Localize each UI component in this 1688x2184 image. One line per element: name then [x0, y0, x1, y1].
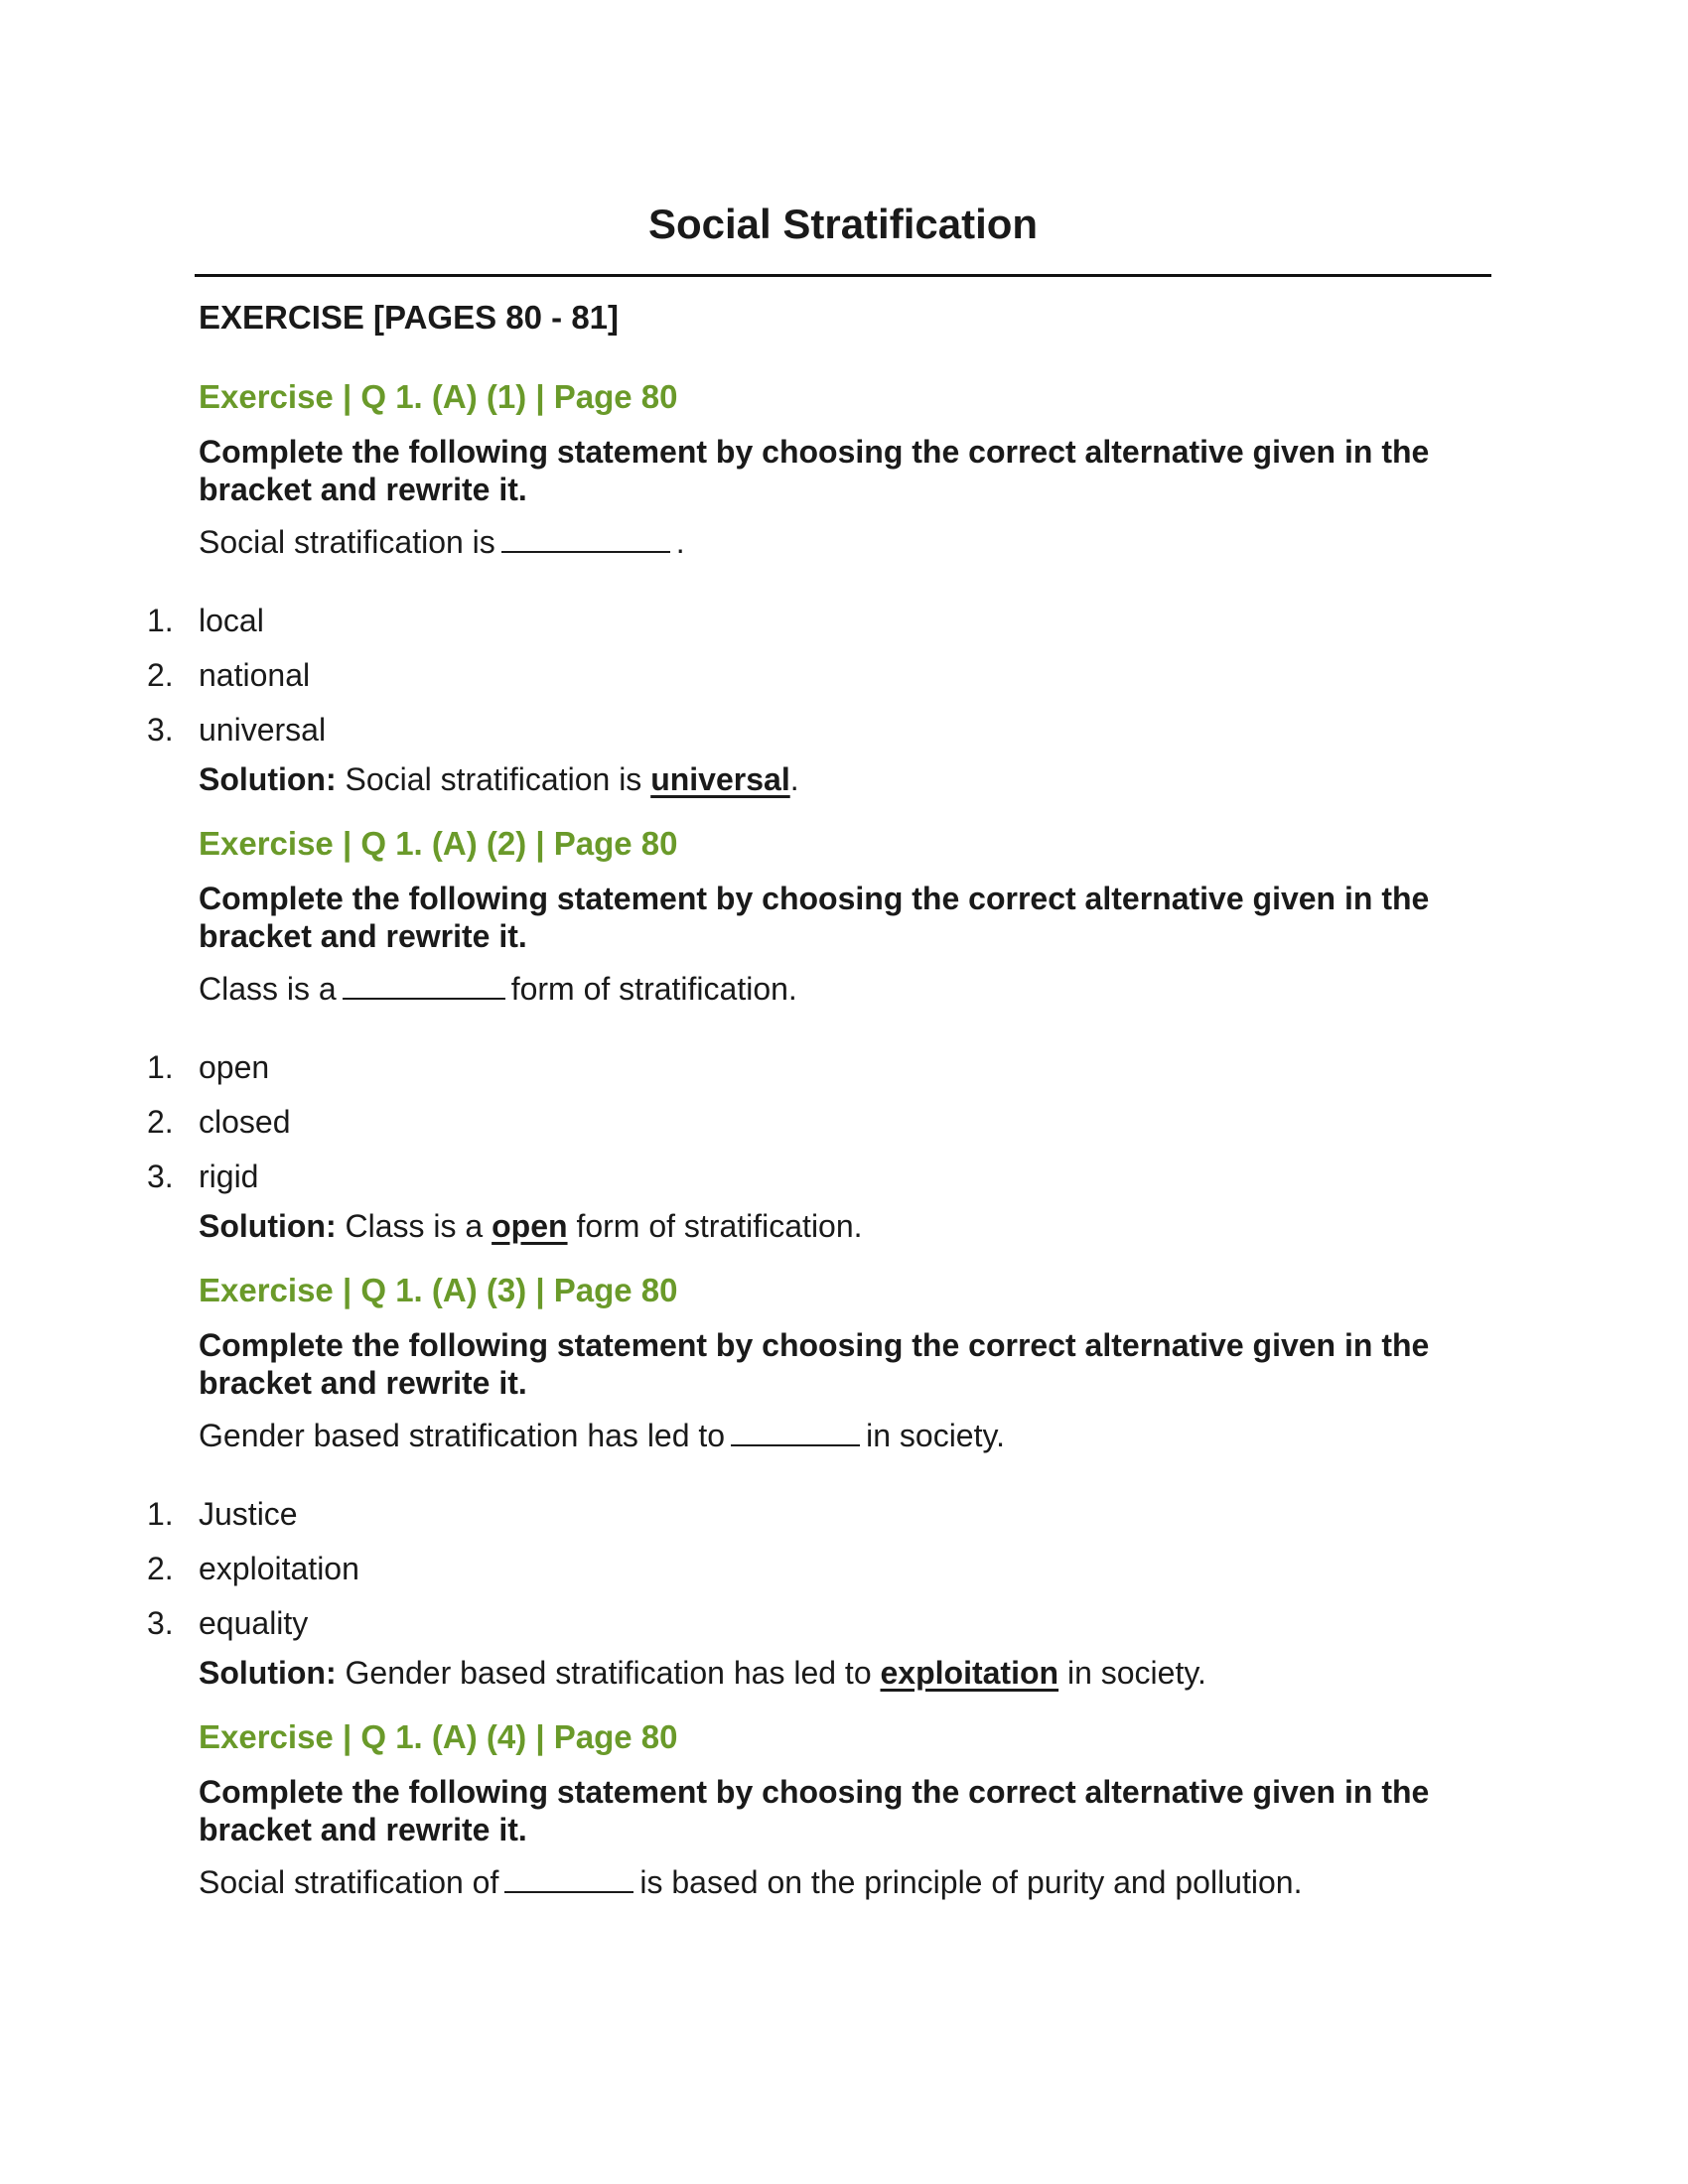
- fill-blank: [501, 521, 670, 553]
- question-block: [147, 1269, 1489, 1695]
- option-number: 1.: [147, 1496, 174, 1532]
- option-number: 3.: [147, 1605, 174, 1641]
- statement-text: Class is a: [199, 971, 337, 1007]
- solution-label: Solution:: [199, 1655, 337, 1691]
- statement-text: Social stratification of: [199, 1864, 499, 1900]
- title-divider: [195, 274, 1491, 277]
- option-item: [147, 594, 1489, 648]
- option-item: [147, 648, 1489, 703]
- option-text: rigid: [199, 1159, 259, 1194]
- solution-text: Class is a: [345, 1208, 484, 1244]
- option-text: exploitation: [199, 1551, 359, 1586]
- page-title: Social Stratification: [647, 201, 1039, 247]
- statement-text: Social stratification is: [199, 524, 495, 560]
- solution: [199, 1651, 1489, 1695]
- question-block: [199, 1715, 1489, 1904]
- option-number: 2.: [147, 657, 174, 693]
- statement-text: is based on the principle of purity and pollution.: [639, 1864, 1303, 1900]
- solution-answer: universal: [650, 761, 790, 797]
- solution-text: form of stratification.: [576, 1208, 863, 1244]
- solution-label: Solution:: [199, 1208, 337, 1244]
- solution-answer: exploitation: [880, 1655, 1059, 1691]
- option-item: [147, 1596, 1489, 1651]
- option-text: national: [199, 657, 311, 693]
- option-item: [147, 1487, 1489, 1542]
- question-instruction: Complete the following statement by choosing the correct alternative given in the bracket and rewrite it.: [199, 881, 1430, 954]
- question-statement: [199, 1860, 1489, 1904]
- question-block: [147, 822, 1489, 1248]
- option-number: 2.: [147, 1104, 174, 1140]
- option-number: 2.: [147, 1551, 174, 1586]
- solution-text: in society.: [1066, 1655, 1206, 1691]
- options-list: [147, 1487, 1489, 1651]
- solution-label: Solution:: [199, 761, 337, 797]
- question-instruction: Complete the following statement by choosing the correct alternative given in the bracket and rewrite it.: [199, 1774, 1430, 1847]
- exercise-heading: EXERCISE [PAGES 80 - 81]: [199, 299, 620, 336]
- options-list: [147, 594, 1489, 757]
- option-number: 3.: [147, 1159, 174, 1194]
- option-number: 1.: [147, 603, 174, 638]
- option-number: 1.: [147, 1049, 174, 1085]
- question-reference: Exercise | Q 1. (A) (1) | Page 80: [199, 378, 678, 415]
- fill-blank: [343, 968, 505, 1000]
- solution-text: .: [789, 761, 799, 797]
- option-text: open: [199, 1049, 270, 1085]
- option-item: [147, 1095, 1489, 1150]
- statement-text: .: [675, 524, 685, 560]
- option-text: Justice: [199, 1496, 298, 1532]
- question-instruction: Complete the following statement by choosing the correct alternative given in the bracket and rewrite it.: [199, 1327, 1430, 1401]
- question-reference: Exercise | Q 1. (A) (4) | Page 80: [199, 1718, 678, 1755]
- fill-blank: [731, 1415, 860, 1446]
- option-text: closed: [199, 1104, 291, 1140]
- option-text: local: [199, 603, 264, 638]
- option-item: [147, 1542, 1489, 1596]
- question-reference: Exercise | Q 1. (A) (3) | Page 80: [199, 1272, 678, 1308]
- options-list: [147, 1040, 1489, 1204]
- solution-text: Gender based stratification has led to: [345, 1655, 872, 1691]
- question-reference: Exercise | Q 1. (A) (2) | Page 80: [199, 825, 678, 862]
- option-item: [147, 1150, 1489, 1204]
- option-text: equality: [199, 1605, 309, 1641]
- option-text: universal: [199, 712, 327, 748]
- question-block: [147, 375, 1489, 801]
- question-statement: [199, 520, 1489, 564]
- statement-text: form of stratification.: [510, 971, 797, 1007]
- option-item: [147, 1040, 1489, 1095]
- question-statement: [199, 1414, 1489, 1457]
- statement-text: in society.: [866, 1418, 1005, 1453]
- solution-text: Social stratification is: [345, 761, 642, 797]
- option-number: 3.: [147, 712, 174, 748]
- option-item: [147, 703, 1489, 757]
- solution-answer: open: [492, 1208, 568, 1244]
- question-instruction: Complete the following statement by choosing the correct alternative given in the bracket and rewrite it.: [199, 434, 1430, 507]
- solution: [199, 757, 1489, 801]
- solution: [199, 1204, 1489, 1248]
- fill-blank: [504, 1861, 633, 1893]
- question-statement: [199, 967, 1489, 1011]
- statement-text: Gender based stratification has led to: [199, 1418, 726, 1453]
